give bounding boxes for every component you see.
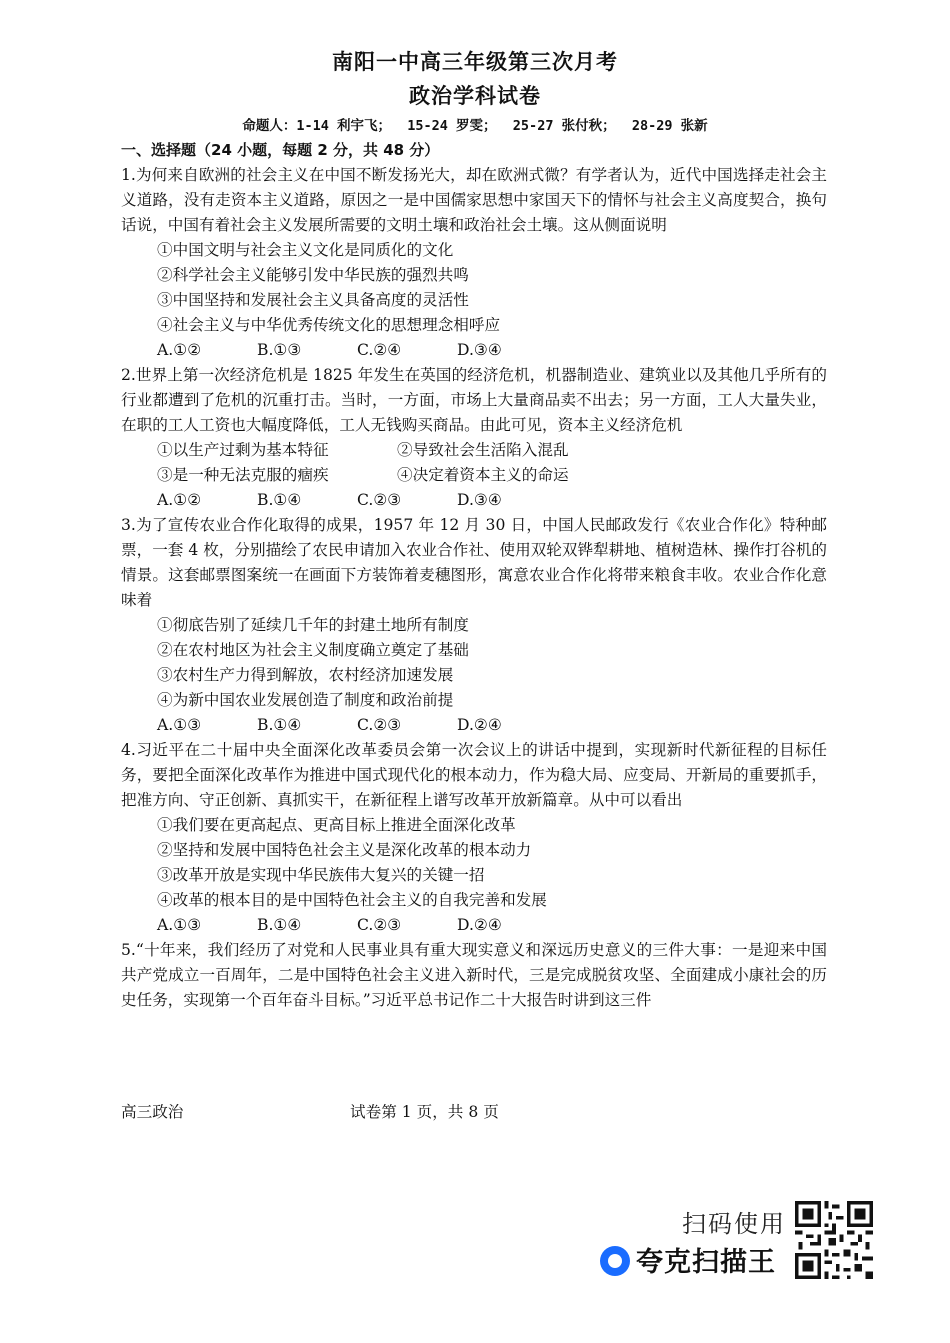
choice-c: C.②④ [357,341,402,359]
choice-b: B.①④ [257,916,302,934]
brand-logo [600,1240,776,1279]
choice-a: A.①② [157,491,202,509]
question-2-stem: 2.世界上第一次经济危机是 1825 年发生在英国的经济危机，机器制造业、建筑业以及其他几乎所有的行业都遭到了危机的沉重打击。当时，一方面，市场上大量商品卖不出去；另一方面，工人大量失业，在职的工人工资也大幅度降低，工人无钱购买商品。由此可见，资本主义经济危机 [121,366,827,434]
choice-c: C.②③ [357,491,402,509]
scan-prompt: 扫码使用 [682,1210,786,1238]
question-4-option-2: ②坚持和发展中国特色社会主义是深化改革的根本动力 [157,841,532,859]
choice-b: B.①④ [257,716,302,734]
question-3-stem: 3.为了宣传农业合作化取得的成果，1957 年 12 月 30 日，中国人民邮政发行《农业合作化》特种邮票，一套 4 枚，分别描绘了农民申请加入农业合作社、使用双轮双铧犁耕地、植树造林、操作打谷机的情景。这套邮票图案统一在画面下方装饰着麦穗图形，寓意农业合作化将带来粮食丰收。农业合作化意味着 [121,516,827,609]
question-3-option-2: ②在农村地区为社会主义制度确立奠定了基础 [157,641,469,659]
question-1-option-3: ③中国坚持和发展社会主义具备高度的灵活性 [157,291,469,309]
choice-c: C.②③ [357,916,402,934]
choice-b: B.①④ [257,491,302,509]
exam-title: 南阳一中高三年级第三次月考 [332,50,618,74]
exam-content [121,138,827,1013]
section-heading: 一、选择题（24 小题，每题 2 分，共 48 分） [121,141,440,159]
question-4-option-4: ④改革的根本目的是中国特色社会主义的自我完善和发展 [157,891,547,909]
question-2-choices [121,488,827,513]
question-2-options-row-1 [121,438,827,463]
footer-page-number: 试卷第 1 页，共 8 页 [350,1103,499,1121]
footer-subject: 高三政治 [121,1103,184,1121]
question-4-option-1: ①我们要在更高起点、更高目标上推进全面深化改革 [157,816,516,834]
choice-d: D.②④ [457,916,502,934]
scanner-watermark [600,1196,890,1286]
question-2-option-4: ④决定着资本主义的命运 [397,466,569,484]
choice-d: D.②④ [457,716,502,734]
question-4-stem: 4.习近平在二十届中央全面深化改革委员会第一次会议上的讲话中提到，实现新时代新征程的目标任务，要把全面深化改革作为推进中国式现代化的根本动力，作为稳大局、应变局、开新局的重要抓手，把准方向、守正创新、真抓实干，在新征程上谱写改革开放新篇章。从中可以看出 [121,741,827,809]
choice-b: B.①③ [257,341,302,359]
question-1-stem: 1.为何来自欧洲的社会主义在中国不断发扬光大，却在欧洲式微？有学者认为，近代中国选择走社会主义道路，没有走资本主义道路，原因之一是中国儒家思想中家国天下的情怀与社会主义高度契合，换句话说，中国有着社会主义发展所需要的文明土壤和政治社会土壤。这从侧面说明 [121,166,827,234]
choice-d: D.③④ [457,491,502,509]
choice-d: D.③④ [457,341,502,359]
question-2-option-1: ①以生产过剩为基本特征 [157,441,329,459]
question-1-option-1: ①中国文明与社会主义文化是同质化的文化 [157,241,454,259]
question-1-option-4: ④社会主义与中华优秀传统文化的思想理念相呼应 [157,316,501,334]
quark-logo-icon [600,1246,630,1276]
choice-a: A.①③ [157,916,202,934]
choice-c: C.②③ [357,716,402,734]
question-1-option-2: ②科学社会主义能够引发中华民族的强烈共鸣 [157,266,469,284]
question-2-option-2: ②导致社会生活陷入混乱 [397,441,569,459]
choice-a: A.①③ [157,716,202,734]
question-1-choices [121,338,827,363]
brand-name: 夸克扫描王 [636,1247,776,1278]
qr-code-icon[interactable] [795,1201,873,1279]
question-3-option-4: ④为新中国农业发展创造了制度和政治前提 [157,691,454,709]
question-2-options-row-2 [121,463,827,488]
question-2-option-3: ③是一种无法克服的痼疾 [157,466,329,484]
exam-subtitle: 政治学科试卷 [409,84,541,108]
choice-a: A.①② [157,341,202,359]
question-4-choices [121,913,827,938]
question-3-option-3: ③农村生产力得到解放，农村经济加速发展 [157,666,454,684]
authors-line: 命题人：1-14 利宇飞； 15-24 罗雯； 25-27 张付秋； 28-29 张新 [242,118,708,134]
question-4-option-3: ③改革开放是实现中华民族伟大复兴的关键一招 [157,866,485,884]
question-5-stem: 5.“十年来，我们经历了对党和人民事业具有重大现实意义和深远历史意义的三件大事：一是迎来中国共产党成立一百周年，二是中国特色社会主义进入新时代，三是完成脱贫攻坚、全面建成小康社会的历史任务，实现第一个百年奋斗目标。”习近平总书记作二十大报告时讲到这三件 [121,941,827,1009]
question-3-choices [121,713,827,738]
question-3-option-1: ①彻底告别了延续几千年的封建土地所有制度 [157,616,469,634]
